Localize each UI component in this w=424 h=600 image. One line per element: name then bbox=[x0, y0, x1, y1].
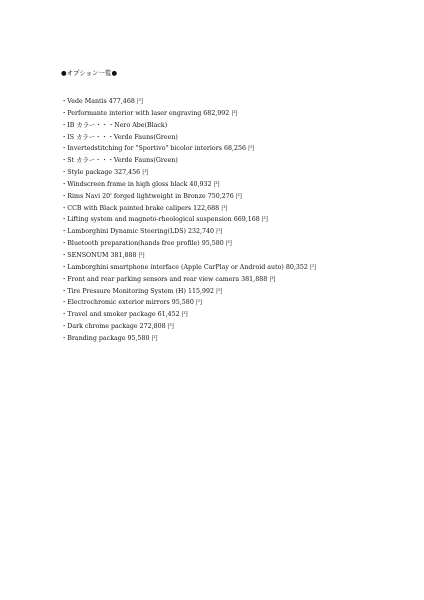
list-item: ・Rims Navi 20' forged lightweight in Bronze 750,276 円 bbox=[61, 192, 243, 200]
list-item: ・SENSONUM 381,888 円 bbox=[61, 251, 145, 259]
option-list bbox=[61, 96, 316, 345]
list-item: ・Travel and smoker package 61,452 円 bbox=[61, 311, 188, 319]
list-item: ・Vede Mantis 477,468 円 bbox=[61, 98, 144, 105]
list-item: ・Dark chrome package 272,808 円 bbox=[61, 323, 174, 331]
list-item: ・Invertedstitching for "Sportivo" bicolor interiors 68,256 円 bbox=[61, 145, 255, 153]
list-item: ・Lamborghini Dynamic Steering(LDS) 232,740 円 bbox=[61, 228, 223, 236]
list-item: ・Bluetooth preparation(hands free profile) 95,580 円 bbox=[61, 240, 233, 248]
list-item: ・Branding package 95,580 円 bbox=[61, 334, 158, 342]
list-item: ・IB カラー・・・Nero Abe(Black) bbox=[61, 121, 168, 129]
list-item: ・Tire Pressure Monitoring System (H) 115,992 円 bbox=[61, 287, 223, 295]
list-item: ・Style package 327,456 円 bbox=[61, 169, 149, 177]
list-item: ・Windscreen frame in high gloss black 40,932 円 bbox=[61, 180, 220, 188]
list-item: ・CCB with Black painted brake calipers 122,688 円 bbox=[61, 204, 228, 212]
list-item: ・IS カラー・・・Verde Fauns(Green) bbox=[61, 133, 178, 141]
page-title: ●オプション一覧● bbox=[61, 69, 118, 77]
list-item: ・Performante interior with laser engraving 682,992 円 bbox=[61, 109, 238, 117]
list-item: ・St カラー・・・Verde Fauns(Green) bbox=[61, 157, 178, 165]
list-item: ・Lifting system and magneto-rheological suspension 669,168 円 bbox=[61, 216, 269, 224]
list-item: ・Lamborghini smartphone interface (Apple CarPlay or Android auto) 80,352 円 bbox=[61, 263, 317, 271]
list-item: ・Front and rear parking sensors and rear view camera 381,888 円 bbox=[61, 275, 276, 283]
list-item: ・Electrochromic exterior mirrors 95,580 円 bbox=[61, 299, 203, 307]
